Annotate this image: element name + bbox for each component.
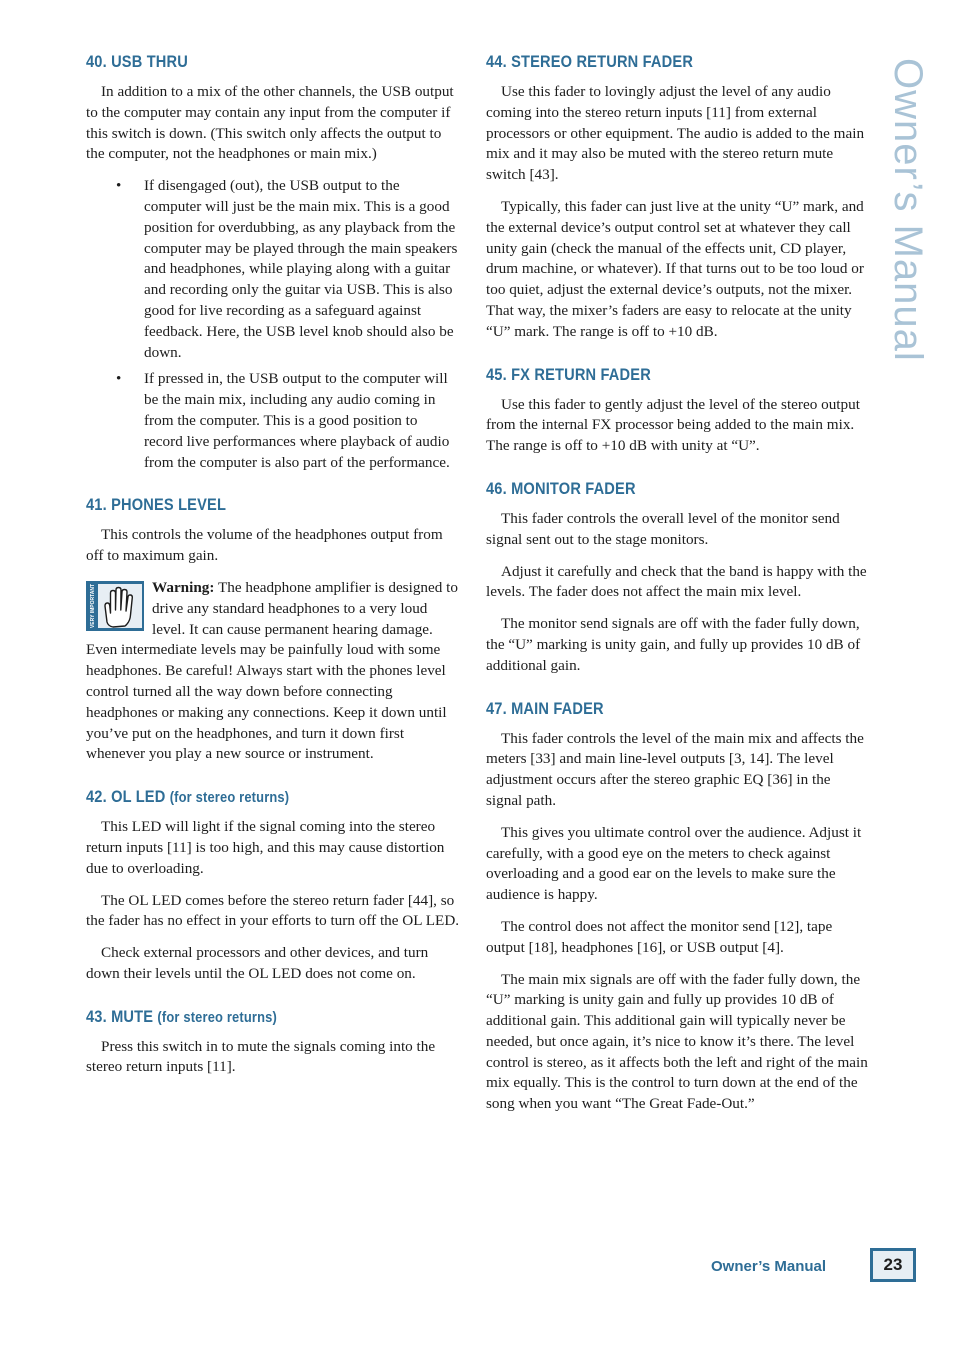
section-45-fx-return-fader	[486, 365, 870, 457]
left-column	[86, 52, 460, 1100]
section-heading: 47. MAIN FADER	[486, 698, 604, 718]
paragraph: This gives you ultimate control over the audience. Adjust it carefully, with a good eye on the meters to check against overloading and a good ear on the levels to make sure the audience is happy.	[486, 823, 862, 904]
section-43-mute	[86, 1007, 460, 1079]
right-column	[486, 52, 870, 1137]
paragraph: Use this fader to gently adjust the level of the stereo output from the internal FX processor being added to the main mix. The range is off to +10 dB with unity at “U”.	[486, 395, 860, 455]
section-heading-qualifier: (for stereo returns)	[157, 1008, 277, 1026]
section-47-main-fader	[486, 699, 870, 1116]
paragraph: The control does not affect the monitor send [12], tape output [18], headphones [16], or USB output [4].	[486, 917, 833, 956]
section-40-usb-thru	[86, 52, 460, 473]
paragraph: This controls the volume of the headphones output from off to maximum gain.	[86, 526, 443, 565]
section-heading: 46. MONITOR FADER	[486, 478, 636, 498]
footer-label: Owner’s Manual	[711, 1258, 827, 1275]
section-46-monitor-fader	[486, 479, 870, 677]
bullet-marker: •	[116, 370, 122, 388]
paragraph: The main mix signals are off with the fader fully down, the “U” marking is unity gain and fully up provides 10 dB of additional gain. This additional gain will typically never be needed, but once again, it’s nice to know it’s there. The level control is stereo, as it affects both the left and right of the main mix equally. This is the control to turn down at the end of the song when you want “The Great Fade-Out.”	[486, 970, 868, 1113]
paragraph: The monitor send signals are off with the fader fully down, the “U” marking is unity gain, and fully up provides 10 dB of additional gain.	[486, 615, 861, 674]
paragraph: Typically, this fader can just live at the unity “U” mark, and the external device’s output control set at whatever they call unity gain (check the manual of the effects unit, CD player, drum machine, or whatever). If that turns out to be too loud or too quiet, adjust the external device’s outputs, not the mixer. That way, the mixer’s faders are easy to relocate at the unity “U” mark. The range is off to +10 dB.	[486, 197, 864, 340]
section-41-phones-level	[86, 495, 460, 765]
page-number-box	[870, 1248, 916, 1282]
warning-body: The headphone amplifier is designed to drive any standard headphones to a very loud level. It can cause permanent hearing damage. Even intermediate levels may be painfully loud with some headphones. Be careful! Always start with the phones level control turned all the way down before connecting headphones or making any connections. Keep it down until you’ve put on the headphones, and turn it down first whenever you play a new source or instrument.	[86, 578, 458, 763]
paragraph: This LED will light if the signal coming into the stereo return inputs [11] is too high, and this may cause distortion due to overloading.	[86, 818, 445, 877]
section-42-ol-led	[86, 787, 460, 985]
warning-block	[86, 578, 460, 765]
sidebar-title: Owner’s Manual	[886, 58, 930, 362]
page-number: 23	[873, 1251, 913, 1279]
bullet-marker: •	[116, 177, 122, 195]
section-heading: 40. USB THRU	[86, 52, 188, 71]
paragraph: The OL LED comes before the stereo return fader [44], so the fader has no effect in your efforts to turn off the OL LED.	[86, 891, 460, 930]
section-heading: 45. FX RETURN FADER	[486, 364, 651, 384]
section-heading: 41. PHONES LEVEL	[86, 495, 227, 515]
section-heading-main: 43. MUTE	[86, 1006, 158, 1026]
paragraph: Use this fader to lovingly adjust the level of any audio coming into the stereo return inputs [11] from external processors or other equipment. The audio is added to the main mix and it may also be muted with the stereo return mute switch [43].	[486, 83, 865, 184]
section-44-stereo-return-fader	[486, 52, 870, 343]
section-heading: 44. STEREO RETURN FADER	[486, 52, 694, 71]
list-item	[116, 176, 460, 363]
section-heading	[86, 1007, 408, 1027]
paragraph: This fader controls the overall level of the monitor send signal sent out to the stage monitors.	[486, 509, 840, 548]
warning-label: Warning:	[152, 578, 215, 596]
hand-warning-icon	[86, 581, 144, 631]
list-item	[116, 369, 460, 473]
hand-icon-caption: VERY IMPORTANT	[90, 583, 96, 628]
paragraph: Check external processors and other devices, and turn down their levels until the OL LED does not come on.	[86, 944, 429, 982]
paragraph: Adjust it carefully and check that the band is happy with the levels. The fader does not affect the main mix level.	[486, 562, 867, 601]
section-heading	[86, 787, 408, 807]
section-heading-main: 42. OL LED	[86, 787, 170, 807]
paragraph: This fader controls the level of the main mix and affects the meters [33] and main line-level outputs [3, 14]. The level adjustment occurs after the stereo graphic EQ [36] in the signal path.	[486, 729, 864, 809]
paragraph: In addition to a mix of the other channels, the USB output to the computer may contain any input from the computer if this switch is down. (This switch only affects the output to the computer, not the headphones or main mix.)	[86, 83, 454, 163]
hand-icon	[87, 582, 143, 630]
paragraph: Press this switch in to mute the signals coming into the stereo return inputs [11].	[86, 1037, 436, 1076]
section-heading-qualifier: (for stereo returns)	[169, 789, 290, 807]
list-item-text: If pressed in, the USB output to the computer will be the main mix, including any audio coming in from the computer. This is a good position to record live performances where playback of audio from the computer is also part of the performance.	[144, 370, 450, 471]
bullet-list	[86, 176, 460, 473]
list-item-text: If disengaged (out), the USB output to the computer will just be the main mix. This is a good position for overdubbing, as any playback from the computer may be played through the main speakers and headphones, while playing along with a guitar and recording only the guitar via USB. This is also good for live recording as a safeguard against feedback. Here, the USB level knob should also be down.	[144, 177, 458, 361]
